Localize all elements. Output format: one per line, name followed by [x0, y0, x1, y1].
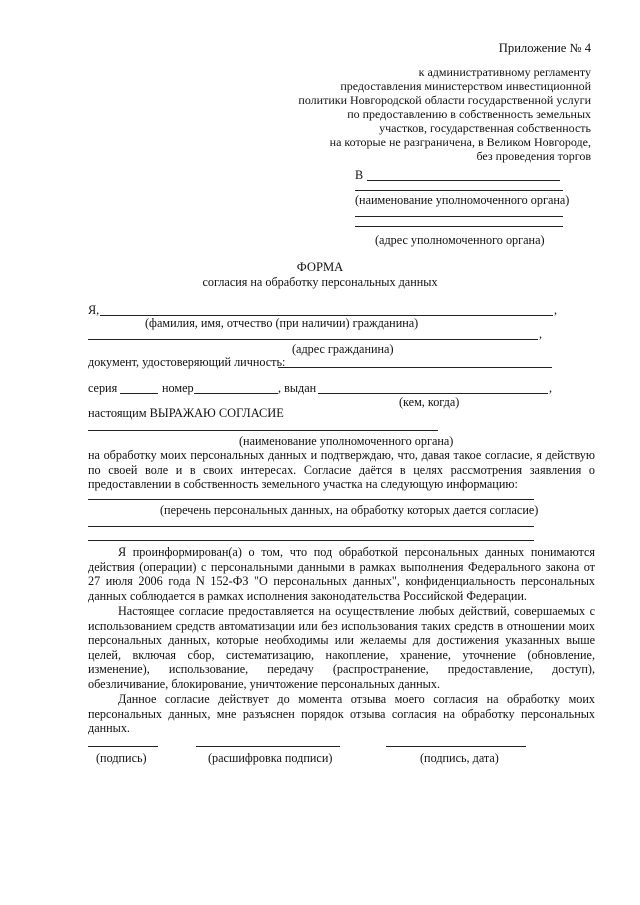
fio-comma: , — [554, 303, 558, 317]
document-label: документ, удостоверяющий личность: — [88, 355, 286, 369]
org-caption: (наименование уполномоченного органа) — [239, 434, 454, 448]
decoding-line[interactable] — [196, 746, 340, 747]
fio-caption: (фамилия, имя, отчество (при наличии) гражданина) — [145, 316, 419, 330]
consent-label: настоящим ВЫРАЖАЮ СОГЛАСИЕ — [88, 406, 284, 420]
org-line[interactable] — [88, 430, 438, 431]
addressee-address-caption: (адрес уполномоченного органа) — [375, 233, 545, 247]
issued-label: , выдан — [278, 381, 317, 395]
paragraph-1: на обработку моих персональных данных и подтверждаю, что, давая такое согласие, я действую по своей воле и в своих интересах. Согласие даётся в целях рассмотрения заявления о предоставлении в собственность земельного участка на следующую информацию: — [88, 448, 595, 492]
addressee-address-line[interactable] — [355, 216, 563, 217]
paragraph-4: Данное согласие действует до момента отзыва моего согласия на обработку моих персональных данных, мне разъяснен порядок отзыва согласия на обработку персональных данных. — [88, 692, 595, 736]
addressee-prefix: В — [355, 168, 364, 182]
form-title: ФОРМА — [296, 260, 344, 274]
paragraph-3: Настоящее согласие предоставляется на осуществление любых действий, совершаемых с использованием средств автоматизации или без использования таких средств в отношении моих персональных данных, которые необходимы или желаемы для достижения указанных выше целей, включая сбор, систематизацию, накопление, хранение, уточнение (обновление, изменение), использование, передачу (распространение, предоставление, доступ), обезличивание, блокирование, уничтожение персональных данных. — [88, 604, 595, 691]
number-label: номер — [162, 381, 194, 395]
paragraph-2: Я проинформирован(а) о том, что под обработкой персональных данных понимаются действия (операции) с персональными данными в рамках выполнения Федерального закона от 27 июля 2006 года N 152-ФЗ "О персональных данных", конфиденциальность персональных данных соблюдается в рамках исполнения законодательства Российской Федерации. — [88, 545, 595, 603]
series-label: серия — [88, 381, 118, 395]
issued-caption: (кем, когда) — [399, 395, 460, 409]
header-line-5: участков, государственная собственность — [379, 121, 591, 135]
header-line-2: предоставления министерством инвестиционной — [340, 79, 591, 93]
decoding-caption: (расшифровка подписи) — [208, 751, 333, 765]
signature-date-caption: (подпись, дата) — [420, 751, 499, 765]
address-comma: , — [539, 327, 543, 341]
signature-date-line[interactable] — [386, 746, 526, 747]
addressee-address-line-2[interactable] — [355, 226, 563, 227]
addressee-org-line-2[interactable] — [355, 190, 563, 191]
data-list-line-2[interactable] — [88, 526, 534, 527]
address-line[interactable] — [88, 339, 538, 340]
i-label: Я, — [88, 303, 100, 317]
data-list-line[interactable] — [88, 499, 534, 500]
number-line[interactable] — [194, 393, 278, 394]
signature-caption: (подпись) — [96, 751, 147, 765]
header-line-6: на которые не разграничена, в Великом Новгороде, — [329, 135, 591, 149]
address-caption: (адрес гражданина) — [292, 342, 394, 356]
addressee-org-caption: (наименование уполномоченного органа) — [355, 193, 570, 207]
data-list-caption: (перечень персональных данных, на обработку которых дается согласие) — [160, 503, 539, 517]
issued-comma: , — [549, 381, 553, 395]
signature-line[interactable] — [88, 746, 158, 747]
form-subtitle: согласия на обработку персональных данных — [202, 275, 438, 289]
issued-line[interactable] — [318, 393, 548, 394]
header-line-3: политики Новгородской области государственной услуги — [298, 93, 591, 107]
header-line-4: по предоставлению в собственность земельных — [347, 107, 591, 121]
series-line[interactable] — [120, 393, 158, 394]
document-line[interactable] — [278, 367, 552, 368]
addressee-org-line[interactable] — [367, 180, 560, 181]
data-list-line-3[interactable] — [88, 540, 534, 541]
header-line-7: без проведения торгов — [476, 149, 591, 163]
appendix-label: Приложение № 4 — [498, 41, 591, 55]
header-line-1: к административному регламенту — [418, 65, 591, 79]
